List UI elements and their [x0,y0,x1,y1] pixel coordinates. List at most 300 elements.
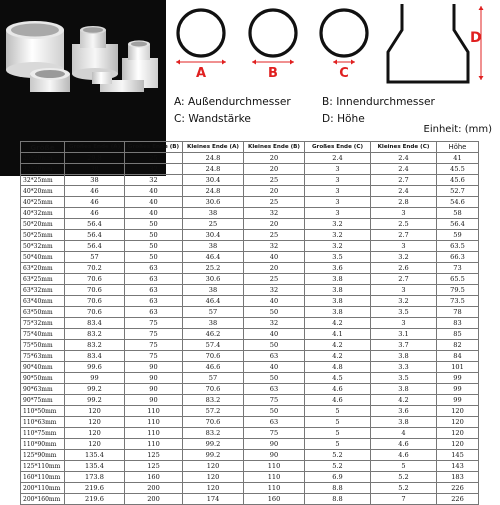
table-cell: 5 [305,406,371,417]
diagram-outer-diameter [170,6,232,88]
table-cell: 3 [305,186,371,197]
table-cell: 57.4 [183,340,244,351]
table-cell: 3.8 [305,307,371,318]
column-header: Großes Ende (A) [65,142,125,153]
table-cell: 32 [244,241,305,252]
table-row [21,274,479,285]
table-cell: 3.1 [371,329,437,340]
table-cell: 5.2 [371,472,437,483]
table-cell: 25 [244,197,305,208]
table-cell: 70.6 [65,296,125,307]
table-body [21,153,479,505]
table-cell: 219.6 [65,483,125,494]
table-cell: 40 [244,362,305,373]
table-cell: 66.3 [437,252,479,263]
table-cell: 40 [244,296,305,307]
table-cell: 82 [437,340,479,351]
table-row [21,428,479,439]
table-cell: 2.6 [371,263,437,274]
legend-b: B: Innendurchmesser [322,96,435,108]
table-row [21,483,479,494]
size-cell: 75*32mm [21,318,65,329]
table-cell: 63 [125,274,183,285]
table-cell: 4.2 [305,351,371,362]
table-cell: 40 [244,329,305,340]
size-cell: 40*25mm [21,197,65,208]
table-cell: 120 [183,472,244,483]
table-cell: 75 [125,351,183,362]
table-cell: 38 [183,208,244,219]
table-cell: 75 [125,340,183,351]
size-cell: 32*20mm [21,164,65,175]
table-cell: 90 [244,450,305,461]
table-cell: 120 [65,428,125,439]
table-cell: 4.6 [305,384,371,395]
table-row [21,285,479,296]
table-cell: 70.6 [183,417,244,428]
table-cell: 110 [244,472,305,483]
table-cell: 84 [437,351,479,362]
table-cell: 63 [244,351,305,362]
table-row [21,197,479,208]
table-cell: 25 [183,219,244,230]
table-cell: 63 [244,417,305,428]
table-cell: 46.4 [183,296,244,307]
table-cell: 3 [371,241,437,252]
table-cell: 99 [65,373,125,384]
size-cell: 75*50mm [21,340,65,351]
size-cell: 63*20mm [21,263,65,274]
table-cell: 57 [183,307,244,318]
size-cell: 110*75mm [21,428,65,439]
table-cell: 46 [65,197,125,208]
table-cell: 99 [437,395,479,406]
table-cell: 70.6 [65,274,125,285]
table-cell: 3 [305,208,371,219]
table-cell: 20 [244,219,305,230]
table-cell: 2.7 [371,230,437,241]
table-cell: 57.2 [183,406,244,417]
table-cell: 4.2 [305,340,371,351]
table-cell: 32 [244,208,305,219]
table-cell: 5.2 [371,483,437,494]
table-row [21,296,479,307]
table-cell: 3.6 [371,406,437,417]
table-header-row [21,142,479,153]
table-cell: 83.4 [65,351,125,362]
table-row [21,164,479,175]
table-cell: 20 [244,186,305,197]
table-cell: 50 [125,230,183,241]
size-cell: 110*63mm [21,417,65,428]
table-cell: 32 [244,285,305,296]
table-cell: 3.8 [305,274,371,285]
table-cell: 90 [244,439,305,450]
table-cell: 99.6 [65,362,125,373]
size-cell: 40*32mm [21,208,65,219]
table-row [21,208,479,219]
table-row [21,373,479,384]
size-cell: 50*20mm [21,219,65,230]
size-cell: 32*25mm [21,175,65,186]
column-header: Kleines Ende (A) [183,142,244,153]
table-cell: 3.2 [305,230,371,241]
table-cell: 99.2 [183,450,244,461]
table-cell: 50 [125,252,183,263]
table-cell: 2.4 [371,153,437,164]
table-cell: 25 [125,153,183,164]
table-cell: 57 [65,252,125,263]
table-cell: 4.8 [305,362,371,373]
table-cell: 30.6 [183,274,244,285]
table-row [21,318,479,329]
table-row [21,307,479,318]
size-cell: 160*110mm [21,472,65,483]
dimension-legend [174,94,500,128]
table-cell: 101 [437,362,479,373]
table-cell: 5 [305,439,371,450]
table-cell: 63 [244,384,305,395]
size-cell: 200*110mm [21,483,65,494]
size-cell: 63*50mm [21,307,65,318]
table-cell: 3.6 [305,263,371,274]
table-cell: 70.2 [65,263,125,274]
size-cell: 50*25mm [21,230,65,241]
table-cell: 75 [125,318,183,329]
table-cell: 3.8 [305,296,371,307]
table-cell: 20 [244,153,305,164]
table-cell: 125 [125,450,183,461]
table-cell: 120 [183,483,244,494]
table-cell: 5.2 [305,461,371,472]
table-cell: 135.4 [65,461,125,472]
table-cell: 3.2 [371,296,437,307]
table-cell: 90 [125,373,183,384]
table-cell: 57 [183,373,244,384]
legend-c: C: Wandstärke [174,113,251,125]
table-cell: 83.2 [183,395,244,406]
table-cell: 99 [437,384,479,395]
size-cell: 200*160mm [21,494,65,505]
diagram-inner-diameter [242,6,304,88]
table-cell: 63 [125,263,183,274]
size-cell: 75*63mm [21,351,65,362]
table-cell: 40 [125,197,183,208]
table-cell: 5.2 [305,450,371,461]
table-row [21,230,479,241]
table-cell: 24.8 [183,164,244,175]
table-cell: 120 [437,439,479,450]
size-cell: 75*40mm [21,329,65,340]
table-cell: 120 [183,461,244,472]
table-cell: 2.4 [305,153,371,164]
table-cell: 38 [183,241,244,252]
table-row [21,175,479,186]
table-row [21,384,479,395]
table-cell: 183 [437,472,479,483]
label-c: C [339,66,349,81]
size-cell: 63*32mm [21,285,65,296]
table-cell: 99.2 [183,439,244,450]
table-cell: 173.8 [65,472,125,483]
table-cell: 145 [437,450,479,461]
table-cell: 160 [244,494,305,505]
table-cell: 25 [244,175,305,186]
table-cell: 75 [244,395,305,406]
column-header: Großes Ende (C) [305,142,371,153]
size-cell: 90*50mm [21,373,65,384]
table-cell: 4.6 [305,395,371,406]
table-cell: 41 [437,153,479,164]
table-cell: 38 [183,318,244,329]
table-row [21,494,479,505]
table-cell: 7 [371,494,437,505]
table-cell: 83.2 [65,329,125,340]
table-cell: 4.1 [305,329,371,340]
size-cell: 50*32mm [21,241,65,252]
table-cell: 40 [244,252,305,263]
table-cell: 3 [305,164,371,175]
table-cell: 63.5 [437,241,479,252]
table-cell: 160 [125,472,183,483]
column-header: Großes Ende (B) [125,142,183,153]
table-cell: 110 [125,439,183,450]
table-cell: 63 [125,296,183,307]
table-cell: 4.2 [305,318,371,329]
table-cell: 125 [125,461,183,472]
table-cell: 90 [125,384,183,395]
table-cell: 30.4 [183,175,244,186]
size-cell: 63*25mm [21,274,65,285]
table-cell: 73.5 [437,296,479,307]
table-cell: 3.8 [371,351,437,362]
table-cell: 143 [437,461,479,472]
table-cell: 99.2 [65,395,125,406]
table-cell: 4.6 [371,439,437,450]
table-cell: 40 [125,208,183,219]
legend-d: D: Höhe [322,113,365,125]
size-cell: 90*63mm [21,384,65,395]
table-cell: 32 [125,175,183,186]
table-cell: 78 [437,307,479,318]
table-cell: 8.8 [305,494,371,505]
table-cell: 83.2 [183,428,244,439]
table-cell: 5 [305,417,371,428]
table-cell: 135.4 [65,450,125,461]
size-cell: 110*90mm [21,439,65,450]
table-cell: 70.6 [65,307,125,318]
size-cell: 110*50mm [21,406,65,417]
table-row [21,329,479,340]
table-cell: 75 [125,329,183,340]
column-header: Höhe [437,142,479,153]
table-cell: 25 [244,230,305,241]
table-cell: 65.5 [437,274,479,285]
table-cell: 120 [437,406,479,417]
table-cell: 83.2 [65,340,125,351]
table-cell: 6.9 [305,472,371,483]
table-row [21,417,479,428]
table-cell: 29.8 [65,153,125,164]
table-cell: 56.4 [437,219,479,230]
table-cell: 2.8 [371,197,437,208]
table-cell: 30.4 [183,230,244,241]
table-row [21,186,479,197]
size-cell: 40*20mm [21,186,65,197]
table-cell: 99 [437,373,479,384]
table-cell: 25.2 [183,263,244,274]
table-cell: 83.4 [65,318,125,329]
table-cell: 46.4 [183,252,244,263]
table-row [21,351,479,362]
table-cell: 3 [371,318,437,329]
table-row [21,439,479,450]
table-cell: 110 [244,483,305,494]
table-row [21,263,479,274]
table-cell: 70.6 [183,384,244,395]
size-cell: 50*40mm [21,252,65,263]
table-cell: 90 [125,362,183,373]
table-cell: 63 [125,285,183,296]
table-cell: 3.8 [371,417,437,428]
table-cell: 5 [371,461,437,472]
table-cell: 110 [125,417,183,428]
table-row [21,219,479,230]
table-cell: 3.3 [371,362,437,373]
table-row [21,340,479,351]
table-cell: 110 [125,428,183,439]
table-cell: 25 [244,274,305,285]
table-cell: 3 [371,208,437,219]
table-cell: 50 [125,241,183,252]
table-cell: 120 [65,439,125,450]
table-cell: 56.4 [65,219,125,230]
column-header: Kleines Ende (B) [244,142,305,153]
table-cell: 63 [125,307,183,318]
table-cell: 110 [244,461,305,472]
table-cell: 3.8 [371,384,437,395]
table-cell: 50 [244,373,305,384]
table-cell: 50 [244,307,305,318]
table-cell: 46 [65,186,125,197]
size-cell: 90*40mm [21,362,65,373]
table-cell: 45.6 [437,175,479,186]
table-cell: 20 [244,164,305,175]
table-cell: 2.7 [371,175,437,186]
table-cell: 40 [125,186,183,197]
table-cell: 59 [437,230,479,241]
table-cell: 50 [244,340,305,351]
table-cell: 219.6 [65,494,125,505]
table-cell: 120 [437,417,479,428]
table-cell: 56.4 [65,241,125,252]
table-cell: 4.6 [371,450,437,461]
table-row [21,153,479,164]
table-cell: 73 [437,263,479,274]
table-cell: 85 [437,329,479,340]
table-row [21,406,479,417]
table-cell: 226 [437,494,479,505]
table-cell: 52.7 [437,186,479,197]
table-cell: 38 [65,175,125,186]
table-cell: 3 [305,175,371,186]
table-row [21,252,479,263]
unit-label: Einheit: (mm) [423,124,492,135]
table-cell: 70.6 [65,285,125,296]
table-row [21,461,479,472]
size-cell: 63*40mm [21,296,65,307]
table-cell: 3.8 [305,285,371,296]
size-cell: 25*20mm [21,153,65,164]
table-cell: 24.8 [183,153,244,164]
table-cell: 2.4 [371,164,437,175]
table-cell: 99.2 [65,384,125,395]
table-cell: 46 [65,208,125,219]
size-cell: 90*75mm [21,395,65,406]
table-cell: 3.2 [305,241,371,252]
table-cell: 20 [244,263,305,274]
table-cell: 75 [244,428,305,439]
table-cell: 90 [125,395,183,406]
table-cell: 3 [305,197,371,208]
table-row [21,395,479,406]
table-cell: 38 [183,285,244,296]
label-a: A [195,66,207,81]
table-cell: 5 [305,428,371,439]
table-cell: 3.2 [305,219,371,230]
table-cell: 2.4 [371,186,437,197]
table-cell: 58 [437,208,479,219]
table-cell: 56.4 [65,230,125,241]
table-cell: 46.6 [183,362,244,373]
table-cell: 2.5 [371,219,437,230]
table-cell: 4.5 [305,373,371,384]
table-cell: 79.5 [437,285,479,296]
table-cell: 3.7 [371,340,437,351]
column-header: Kleines Ende (C) [371,142,437,153]
table-cell: 45.5 [437,164,479,175]
table-cell: 120 [65,406,125,417]
table-cell: 32 [125,164,183,175]
table-cell: 83 [437,318,479,329]
table-cell: 50 [125,219,183,230]
table-row [21,472,479,483]
size-cell: 125*110mm [21,461,65,472]
table-cell: 3.2 [371,252,437,263]
legend-a: A: Außendurchmesser [174,96,291,108]
label-b: B [268,66,278,81]
table-row [21,362,479,373]
table-cell: 70.6 [183,351,244,362]
size-table [20,141,479,505]
label-d: D [470,30,482,46]
table-cell: 3 [371,285,437,296]
table-cell: 2.7 [371,274,437,285]
table-cell: 54.6 [437,197,479,208]
table-cell: 30.6 [183,197,244,208]
table-cell: 226 [437,483,479,494]
table-cell: 8.8 [305,483,371,494]
diagram-wall-thickness [313,6,375,88]
table-cell: 200 [125,483,183,494]
table-cell: 32 [244,318,305,329]
table-row [21,241,479,252]
table-row [21,450,479,461]
table-cell: 3.5 [305,252,371,263]
table-cell: 120 [65,417,125,428]
table-cell: 38 [65,164,125,175]
table-cell: 110 [125,406,183,417]
